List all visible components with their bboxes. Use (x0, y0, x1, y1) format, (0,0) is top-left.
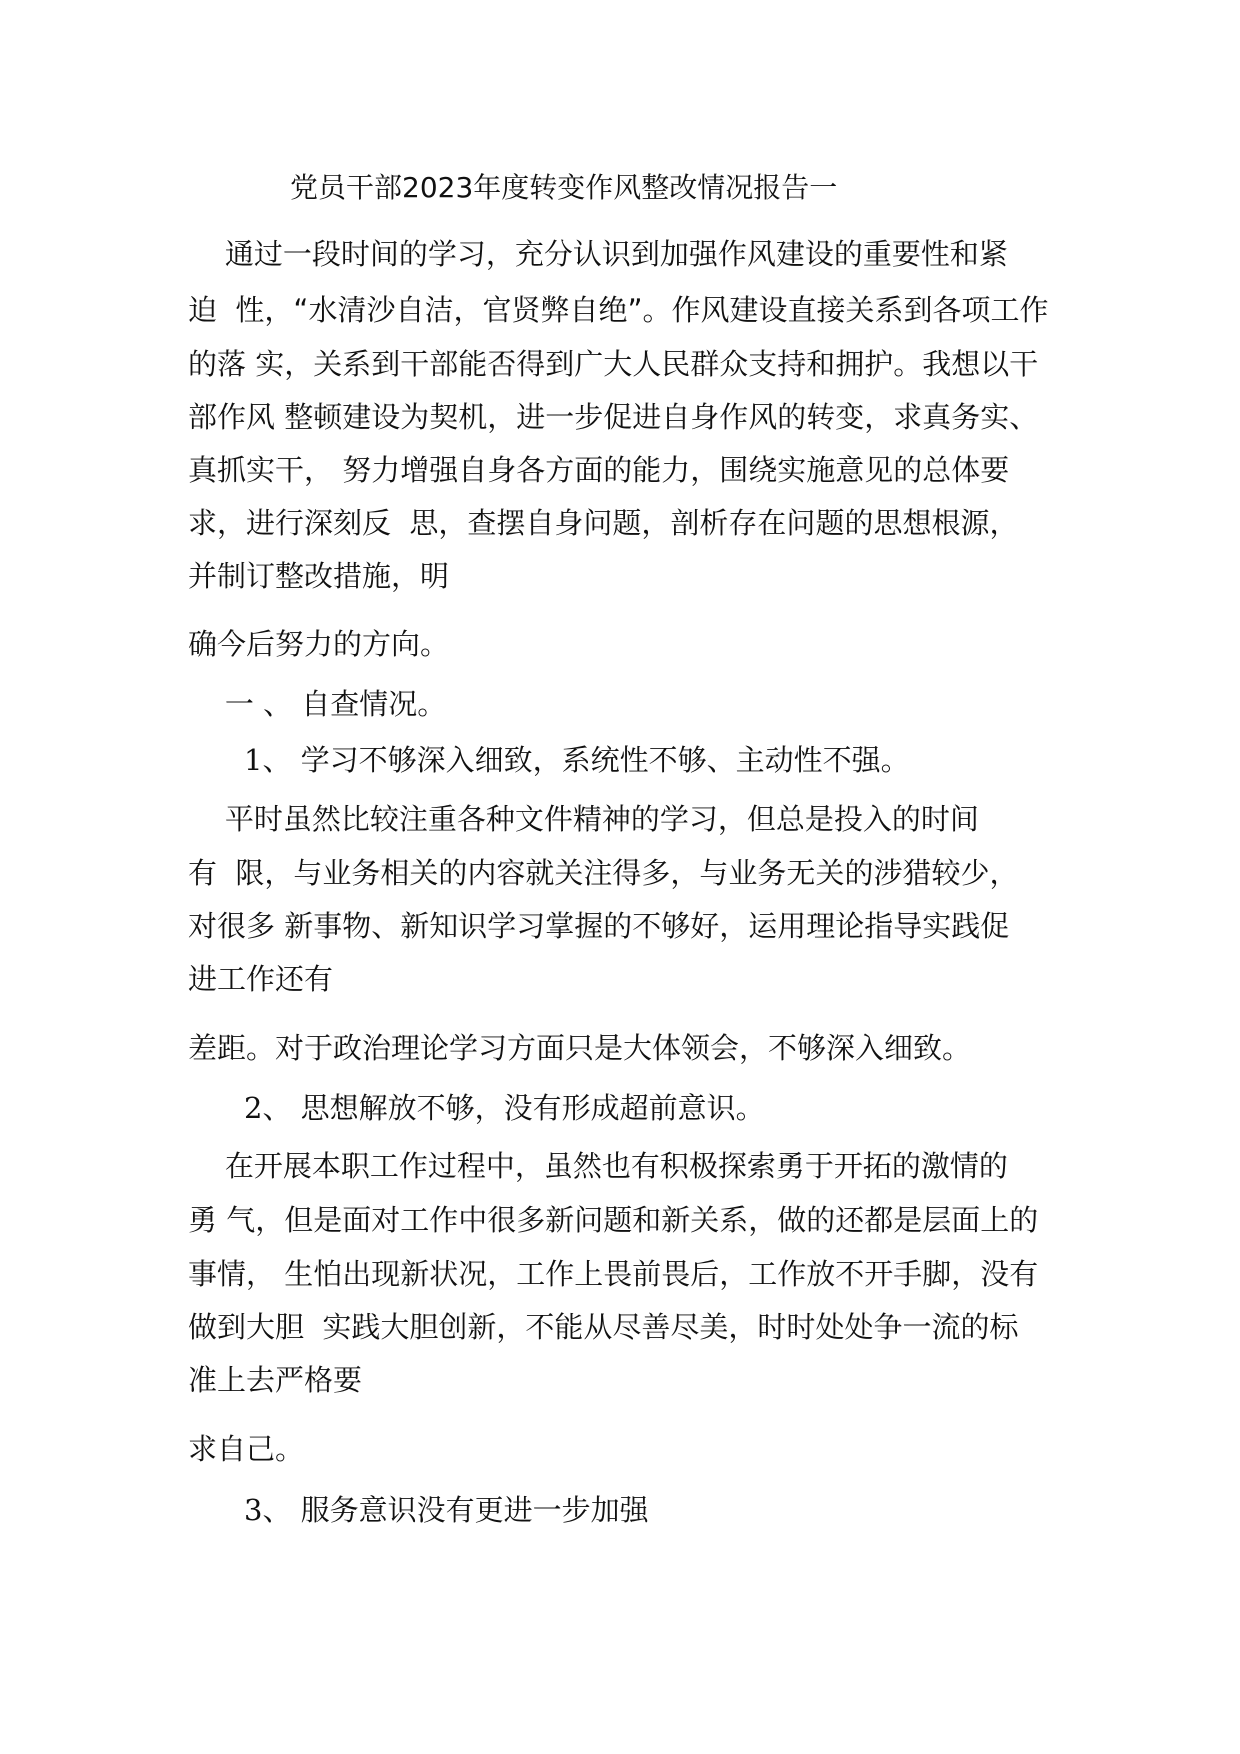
paragraph-line: 并制订整改措施，明 (188, 559, 450, 593)
paragraph-line: 通过一段时间的学习，充分认识到加强作风建设的重要性和紧 (188, 237, 1008, 271)
paragraph-line: 的落 实，关系到干部能否得到广大人民群众支持和拥护。我想以干 (188, 347, 1039, 381)
item-text: 、 服务意识没有更进一步加强 (262, 1493, 649, 1527)
list-item (244, 740, 910, 780)
paragraph-line: 求自己。 (188, 1432, 305, 1466)
paragraph-line: 对很多 新事物、新知识学习掌握的不够好，运用理论指导实践促 (188, 909, 1010, 943)
paragraph-line: 迫 性，“水清沙自洁，官贤弊自绝”。作风建设直接关系到各项工作 (188, 293, 1049, 327)
paragraph-line: 准上去严格要 (188, 1363, 363, 1397)
paragraph-line: 真抓实干， 努力增强自身各方面的能力，围绕实施意见的总体要 (188, 453, 1010, 487)
list-item (244, 1490, 649, 1530)
paragraph-line: 有 限，与业务相关的内容就关注得多，与业务无关的涉猎较少， (188, 856, 1019, 890)
paragraph-line: 进工作还有 (188, 962, 334, 996)
paragraph-line: 求，进行深刻反 思，查摆自身问题，剖析存在问题的思想根源， (188, 506, 1019, 540)
paragraph-line: 事情， 生怕出现新状况，工作上畏前畏后，工作放不开手脚，没有 (188, 1257, 1039, 1291)
paragraph-line: 确今后努力的方向。 (188, 627, 450, 661)
item-number: 3 (244, 1493, 263, 1527)
paragraph-line: 差距。对于政治理论学习方面只是大体领会，不够深入细致。 (188, 1031, 972, 1065)
document-title: 党员干部2023年度转变作风整改情况报告一 (290, 171, 838, 204)
list-item (244, 1088, 765, 1128)
item-number: 2 (244, 1091, 263, 1125)
item-number: 1 (244, 743, 263, 777)
paragraph-line: 勇 气，但是面对工作中很多新问题和新关系，做的还都是层面上的 (188, 1203, 1039, 1237)
paragraph-line: 做到大胆 实践大胆创新，不能从尽善尽美，时时处处争一流的标 (188, 1310, 1019, 1344)
paragraph-line: 部作风 整顿建设为契机，进一步促进自身作风的转变，求真务实、 (188, 400, 1039, 434)
item-text: 、 学习不够深入细致，系统性不够、主动性不强。 (262, 743, 910, 777)
item-text: 、 思想解放不够，没有形成超前意识。 (262, 1091, 765, 1125)
paragraph-line: 平时虽然比较注重各种文件精神的学习，但总是投入的时间 (188, 802, 979, 836)
paragraph-line: 在开展本职工作过程中，虽然也有积极探索勇于开拓的激情的 (188, 1149, 1008, 1183)
section-heading: 一 、 自查情况。 (188, 687, 447, 721)
